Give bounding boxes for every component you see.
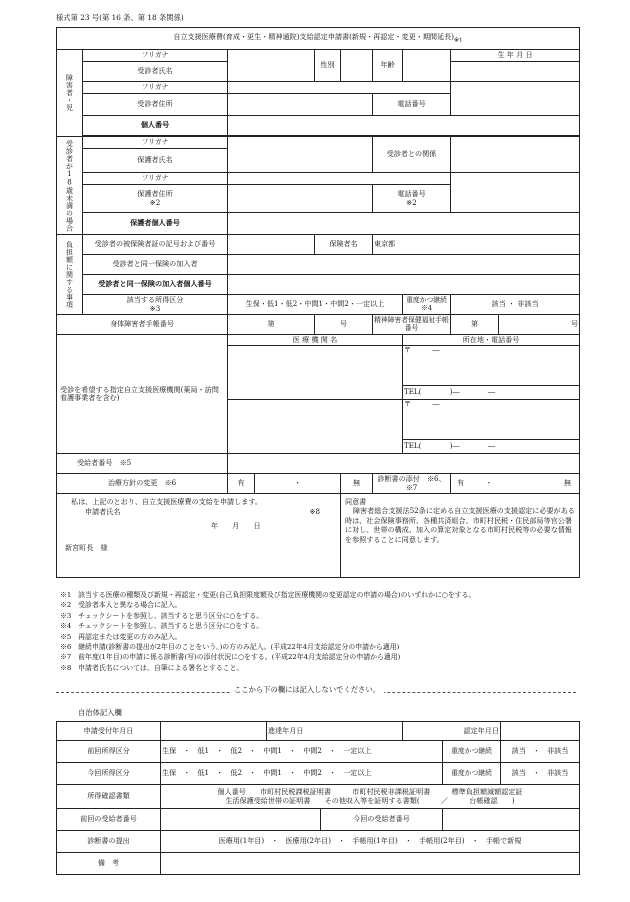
apply-text: 私は、上記のとおり、自立支援医療費の支給を申請します。 <box>71 497 262 506</box>
note-item: ※1 該当する医療の種類及び新規・再認定・変更(自己負担限度額及び指定医療機関の変更認定の申請の場合)のいずれかに○をする。 <box>60 591 476 599</box>
prev-severe-options[interactable]: 該当 ・ 非該当 <box>501 741 580 763</box>
diagnosis-no[interactable]: 無 <box>499 474 580 494</box>
application-form <box>56 27 580 578</box>
notes-list <box>60 590 475 673</box>
diag-submit-options[interactable]: 医療用(1年目) ・ 医療用(2年目) ・ 手帳用(1年目) ・ 手帳用(2年目) ・ 手帳で新規 <box>161 831 580 853</box>
now-severe-options[interactable]: 該当 ・ 非該当 <box>501 763 580 785</box>
institution-label: 受診を希望する指定自立支援医療機関(薬局・訪問看護事業者を含む) <box>57 335 228 454</box>
income-class-label: 該当する所得区分 ※3 <box>83 295 228 315</box>
form-number: 様式第 23 号(第 16 条、第 18 条関係) <box>56 13 184 22</box>
institution-postal-2[interactable]: 〒 ― <box>403 400 580 440</box>
prev-no-label: 前回の受給者番号 <box>57 809 161 831</box>
severe-label: 重度かつ継続 ※4 <box>403 295 451 315</box>
birth-field[interactable] <box>451 62 580 82</box>
diag-submit-label: 診断書の提出 <box>57 831 161 853</box>
furigana-label: フリガナ <box>83 137 228 149</box>
income-docs-options[interactable] <box>161 785 580 809</box>
consent-block <box>341 494 580 578</box>
insurance-no-field[interactable] <box>228 235 315 255</box>
apply-block <box>57 494 341 578</box>
patient-section-label: 障害者・児 <box>57 50 83 137</box>
furigana-label: フリガナ <box>83 82 228 94</box>
docs-line-2: 生活保護受給世帯の証明書 その他収入等を証明する書類( ／ 台帳確認 ) <box>225 795 515 805</box>
consent-body: 障害者総合支援法52条に定める自立支援医療の支援認定に必要がある時は、社会保険事務所、各種共済組合、市町村民税・住民部局等官公署に対し、世帯の構成、加入の算定対象となる市町村民税等の必要な情報を参照することに同意します。 <box>345 506 575 544</box>
patient-address-field[interactable] <box>228 94 373 116</box>
relation-field[interactable] <box>451 137 580 173</box>
institution-postal-1[interactable]: 〒 ― <box>403 346 580 386</box>
institution-name-field-1[interactable] <box>228 346 403 400</box>
furigana-label: フリガナ <box>83 173 228 185</box>
insurer-field[interactable] <box>373 235 580 255</box>
prev-class-options[interactable]: 生保 ・ 低1 ・ 低2 ・ 中間1 ・ 中間2 ・ 一定以上 <box>161 741 443 763</box>
guardian-name-field[interactable] <box>228 137 373 173</box>
patient-phone-field[interactable] <box>451 82 580 116</box>
same-insurance-no-field[interactable] <box>228 275 580 295</box>
insurer-value: 東京都 <box>374 239 396 249</box>
form-title: 自立支援医療費(育成・更生・精神通院)支給認定申請書(新規・再認定・変更・期間延長)$_{※1}$ <box>57 28 580 50</box>
age-field[interactable] <box>403 50 451 82</box>
now-class-options[interactable]: 生保 ・ 低1 ・ 低2 ・ 中間1 ・ 中間2 ・ 一定以上 <box>161 763 443 785</box>
guardian-address-field[interactable] <box>228 185 373 213</box>
patient-address-kana-field[interactable] <box>228 82 451 94</box>
income-docs-label: 所得確認書類 <box>57 785 161 809</box>
applicant-label[interactable]: 申請者氏名 <box>85 507 121 517</box>
office-title: 自治体記入欄 <box>78 708 122 717</box>
same-insurance-field[interactable] <box>228 255 580 275</box>
income-class-options[interactable]: 生保・低1・低2・中間1・中間2・一定以上 <box>228 295 403 315</box>
docs-line-1: 個人番号 市町村民税課税証明書 市町村民税非課税証明書 標準負担額減額認定証 <box>217 787 523 797</box>
same-insurance-label: 受診者と同一保険の加入者 <box>83 255 228 275</box>
guardian-address-kana-field[interactable] <box>228 173 451 185</box>
guardian-section-label: 受診者が18歳未満の場合 <box>57 137 83 235</box>
guardian-address-label: 保護者住所 ※2 <box>83 185 228 213</box>
now-severe-label: 重度かつ継続 <box>443 763 501 785</box>
institution-tel-1[interactable]: TEL( )― ― <box>403 386 580 400</box>
approved-label: 認定年月日 <box>403 722 501 741</box>
mayor-label: 新宮町長 様 <box>65 543 108 553</box>
mental-handbook-label: 精神障害者保健福祉手帳番号 <box>373 315 451 335</box>
guardian-phone-field[interactable] <box>451 173 580 213</box>
sent-label: 進達年月日 <box>268 725 304 735</box>
note-item: ※8 申請者氏名については、自筆による署名とすること。 <box>60 663 244 672</box>
certificate-field[interactable] <box>228 454 580 474</box>
remarks-label: 備 考 <box>57 853 161 875</box>
consent-title: 同意書 <box>345 497 367 506</box>
institution-name-field-2[interactable] <box>228 400 403 454</box>
received-label: 申請受付年月日 <box>57 722 161 741</box>
now-no-label: 今回の受給者番号 <box>321 809 443 831</box>
note-item: ※3 チェックシートを参照し、該当すると思う区分に○をする。 <box>60 611 264 620</box>
patient-address-label: 受診者住所 <box>83 94 228 116</box>
certificate-label: 受給者番号 ※5 <box>57 454 228 474</box>
now-class-label: 今回所得区分 <box>57 763 161 785</box>
guardian-mynumber-field[interactable] <box>228 213 580 235</box>
institution-addr-header: 所在地・電話番号 <box>403 335 580 346</box>
treatment-yes[interactable]: 有 <box>228 474 255 494</box>
remarks-field[interactable] <box>161 853 580 875</box>
apply-date[interactable]: 年 月 日 <box>211 521 261 531</box>
patient-name-label: 受診者氏名 <box>83 62 228 82</box>
note-item: ※4 チェックシートを参照し、該当すると思う区分に○をする。 <box>60 622 264 631</box>
severe-options[interactable]: 該当 ・ 非該当 <box>451 295 580 315</box>
note8: ※8 <box>309 507 320 517</box>
institution-name-header: 医 療 機 関 名 <box>228 335 403 346</box>
guardian-name-label: 保護者氏名 <box>83 149 228 173</box>
age-label: 年齢 <box>373 50 403 82</box>
treatment-no[interactable]: 無 <box>341 474 373 494</box>
note-item: ※2 受診者本人と異なる場合に記入。 <box>60 601 182 610</box>
prev-class-label: 前回所得区分 <box>57 741 161 763</box>
mental-handbook-dai[interactable]: 第 <box>451 315 499 335</box>
relation-label: 受診者との関係 <box>373 137 451 173</box>
diagnosis-label: 診断書の添付 ※6、※7 <box>373 474 451 494</box>
sex-field[interactable] <box>341 50 373 82</box>
sent-cell[interactable] <box>267 722 403 741</box>
diagnosis-yes[interactable]: 有 ・ <box>451 474 499 494</box>
guardian-phone-label: 電話番号 ※2 <box>373 185 451 213</box>
birth-label: 生 年 月 日 <box>451 50 580 62</box>
physical-handbook-label: 身体障害者手帳番号 <box>57 315 228 335</box>
treatment-dot: ・ <box>255 474 341 494</box>
insurance-no-label: 受診者の被保険者証の記号および番号 <box>83 235 228 255</box>
physical-handbook-dai[interactable]: 第 <box>228 315 315 335</box>
cut-line-text: ここから下の欄には記入しないでください。 <box>230 686 384 695</box>
furigana-label: フリガナ <box>83 50 228 62</box>
mental-handbook-go[interactable]: 号 <box>499 315 580 335</box>
insurer-label: 保険者名 <box>315 235 373 255</box>
institution-tel-2[interactable]: TEL( )― ― <box>403 440 580 454</box>
treatment-change-label: 治療方針の変更 ※6 <box>57 474 228 494</box>
mynumber-field[interactable] <box>228 116 580 136</box>
guardian-mynumber-label: 保護者個人番号 <box>83 213 228 235</box>
received-field[interactable] <box>161 722 267 741</box>
physical-handbook-go[interactable]: 号 <box>315 315 373 335</box>
note-item: ※7 前年度(1年目)の申請に係る診断書(写)の添付状況に○をする。(平成22年4月支給認定分の申請から適用) <box>60 653 401 662</box>
burden-section-label: 負担額に関する事項 <box>57 235 83 315</box>
phone-label: 電話番号 <box>373 94 451 116</box>
patient-name-field[interactable] <box>228 50 315 82</box>
sex-label: 性別 <box>315 50 341 82</box>
note-item: ※6 継続申請(診断書の提出が2年目のことをいう。)の方のみ記入。(平成22年4月支給認定分の申請から適用) <box>60 643 400 652</box>
approved-field[interactable] <box>501 722 580 741</box>
prev-severe-label: 重度かつ継続 <box>443 741 501 763</box>
same-insurance-no-label: 受診者と同一保険の加入者個人番号 <box>83 275 228 295</box>
mynumber-label: 個人番号 <box>83 116 228 136</box>
prev-no-field[interactable] <box>161 809 321 831</box>
now-no-field[interactable] <box>443 809 580 831</box>
note-item: ※5 再認定または変更の方のみ記入。 <box>60 632 182 641</box>
office-table <box>56 721 580 875</box>
